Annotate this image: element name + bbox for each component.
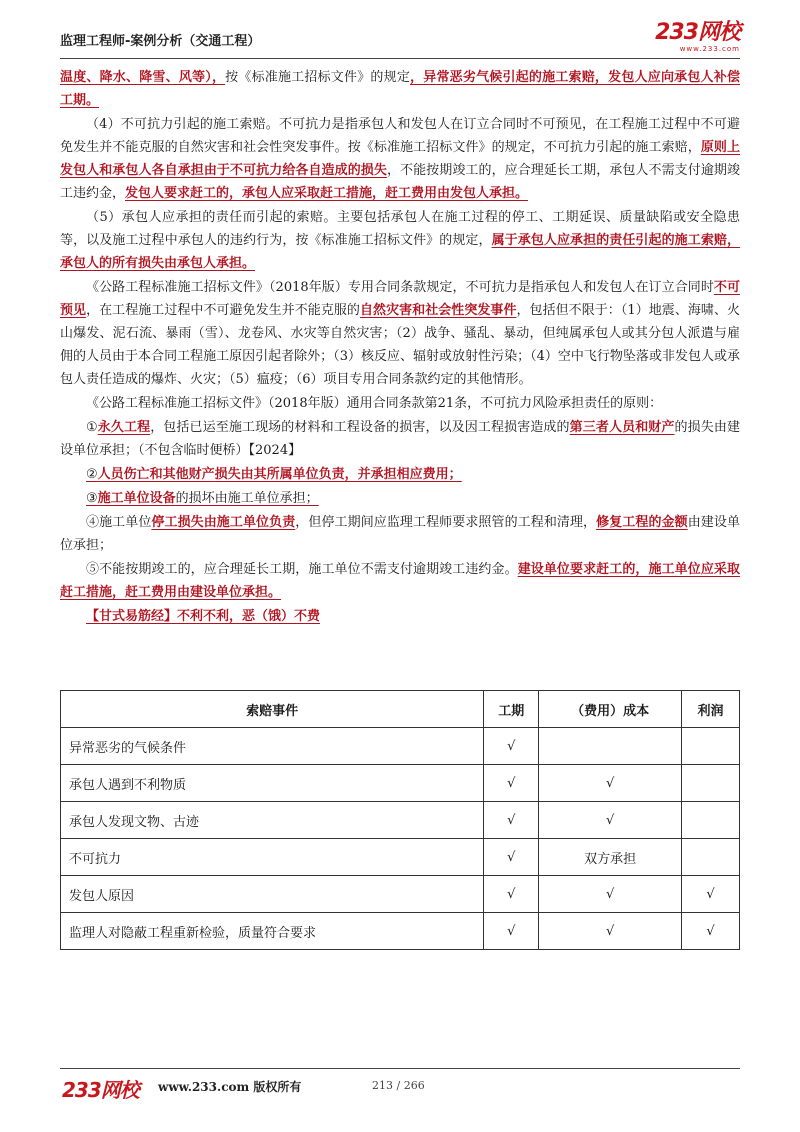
paragraph-force-majeure (60, 113, 740, 205)
event-cell: 承包人遇到不利物质 (61, 765, 484, 802)
logo-url: www.233.com (679, 45, 740, 53)
profit-cell: √ (682, 913, 740, 950)
profit-cell (682, 765, 740, 802)
paragraph-general-terms: 《公路工程标准施工招标文件》（2018年版）通用合同条款第21条，不可抗力风险承担责任的原则： (86, 396, 663, 411)
table-row (61, 728, 740, 765)
mnemonic (60, 605, 740, 628)
paragraph-special-terms (60, 276, 740, 391)
principle-4 (60, 511, 740, 557)
highlight: 温度、降水、降雪、风等）， (60, 70, 226, 85)
highlight: 永久工程 (97, 420, 151, 435)
cost-cell: √ (539, 765, 682, 802)
paragraph-contractor-liability (60, 206, 740, 275)
table-header-row (61, 691, 740, 728)
text: ，但停工期间应监理工程师要求照管的工程和清理， (295, 515, 597, 530)
cost-cell: √ (539, 913, 682, 950)
header-divider (60, 58, 740, 59)
page-header (60, 22, 740, 54)
document-title: 监理工程师-案例分析（交通工程） (60, 34, 261, 49)
text: ，在工程施工过程中不可避免发生并不能克服的 (86, 303, 360, 318)
principle-5 (60, 558, 740, 604)
table-row (61, 913, 740, 950)
text: ① (86, 420, 98, 435)
highlight: 不可预见 (60, 280, 740, 318)
time-cell: √ (484, 765, 539, 802)
profit-cell: √ (682, 876, 740, 913)
table-row (61, 839, 740, 876)
header-cell: （费用）成本 (539, 691, 682, 728)
claims-table (60, 690, 740, 950)
page-number: 213 / 266 (372, 1079, 425, 1092)
highlight: 修复工程的金额 (596, 515, 688, 530)
logo-text: 233网校 (655, 20, 740, 45)
text: ④施工单位 (86, 515, 152, 530)
time-cell: √ (484, 839, 539, 876)
time-cell: √ (484, 728, 539, 765)
event-cell: 承包人发现文物、古迹 (61, 802, 484, 839)
text: ⑤不能按期竣工的，应合理延长工期，施工单位不需支付逾期竣工违约金。 (86, 562, 518, 577)
event-cell: 异常恶劣的气候条件 (61, 728, 484, 765)
highlight: 原则上发包人和承包人各自承担由于不可抗力给各自造成的损失 (60, 140, 740, 178)
header-cell: 工期 (484, 691, 539, 728)
text: ，不能按期竣工的，应合理延长工期，承包人不需支付逾期竣工违约金， (60, 163, 740, 201)
text: 的损失由建设单位承担；（不包含临时便桥）【2024】 (60, 420, 740, 458)
table-row (61, 876, 740, 913)
paragraph-weather (60, 66, 740, 112)
highlight: 人员伤亡和其他财产 (97, 467, 215, 482)
event-cell: 发包人原因 (61, 876, 484, 913)
copyright-text: www.233.com 版权所有 (158, 1080, 302, 1094)
highlight: 属于承包人应承担的责任引起的施工索赔，承包人的所有损失由承包人承担。 (60, 233, 740, 271)
time-cell: √ (484, 876, 539, 913)
highlight: 建设单位要求赶工的，施工单位应采取赶工措施，赶工费用由建设单位承担。 (60, 562, 740, 600)
highlight: 第三者人员和财产 (569, 420, 675, 435)
event-cell: 不可抗力 (61, 839, 484, 876)
highlight: 损失由其所属单位负责，并承担相应费用； (214, 467, 462, 482)
text: 的损坏由施工单位承担； (175, 491, 319, 506)
cost-cell: √ (539, 876, 682, 913)
time-cell: √ (484, 913, 539, 950)
footer-logo[interactable]: 233网校 (62, 1078, 139, 1102)
text: ，包括已运至施工现场的材料和工程设备的损害，以及因工程损害造成的 (150, 420, 570, 435)
highlight: ，异常恶劣气候引起的施工索赔，发包人应向承包人补偿工期。 (60, 70, 740, 108)
highlight: 施工单位设备 (97, 491, 176, 506)
header-cell: 利润 (682, 691, 740, 728)
event-cell: 监理人对隐蔽工程重新检验，质量符合要求 (61, 913, 484, 950)
principle-1 (60, 416, 740, 462)
text: ② (86, 467, 98, 482)
text: （5）承包人应承担的责任而引起的索赔。主要包括承包人在施工过程的停工、工期延误、质量缺陷或安全隐患等，以及施工过程中承包人的违约行为，按《标准施工招标文件》的规定， (60, 210, 740, 248)
highlight: 发包人要求赶工的，承包人应采取赶工措施，赶工费用由发包人承担。 (125, 186, 529, 201)
cost-cell: √ (539, 802, 682, 839)
principle-2 (60, 463, 740, 486)
footer-divider (60, 1068, 740, 1069)
profit-cell (682, 728, 740, 765)
cost-cell: 双方承担 (539, 839, 682, 876)
highlight: 自然灾害和社会性突发事件 (359, 303, 517, 318)
profit-cell (682, 839, 740, 876)
text: （4）不可抗力引起的施工索赔。不可抗力是指承包人和发包人在订立合同时不可预见，在工程施工过程中不可避免发生并不能克服的自然灾害和社会性突发事件。按《标准施工招标文件》的规定，不可抗力引起的施工索赔， (60, 117, 740, 155)
highlight: 停工损失由施工单位负责 (151, 515, 296, 530)
table-row (61, 765, 740, 802)
text: 由建设单位承担； (60, 515, 740, 553)
text: ，包括但不限于：（1）地震、海啸、火山爆发、泥石流、暴雨（雪）、龙卷风、水灾等自然灾害；（2）战争、骚乱、暴动，但纯属承包人或其分包人派遣与雇佣的人员由于本合同工程施工原因引起者除外；（3）核反应、辐射或放射性污染；（4）空中飞行物坠落或非发包人或承包人责任造成的爆炸、火灾；（5）瘟疫；（6）项目专用合同条款约定的其他情形。 (60, 303, 740, 387)
time-cell: √ (484, 802, 539, 839)
text: 按《标准施工招标文件》的规定 (225, 70, 411, 85)
principle-3 (60, 487, 740, 510)
header-cell: 索赔事件 (61, 691, 484, 728)
brand-logo[interactable] (655, 22, 740, 53)
table-row (61, 802, 740, 839)
document-body (60, 66, 740, 629)
text: 《公路工程标准施工招标文件》（2018年版）专用合同条款规定，不可抗力是指承包人和发包人在订立合同时 (86, 280, 714, 295)
text: ③ (86, 491, 98, 506)
profit-cell (682, 802, 740, 839)
mnemonic-text: 【甘式易筋经】不利不利，恶（饿）不费 (86, 609, 321, 624)
cost-cell (539, 728, 682, 765)
